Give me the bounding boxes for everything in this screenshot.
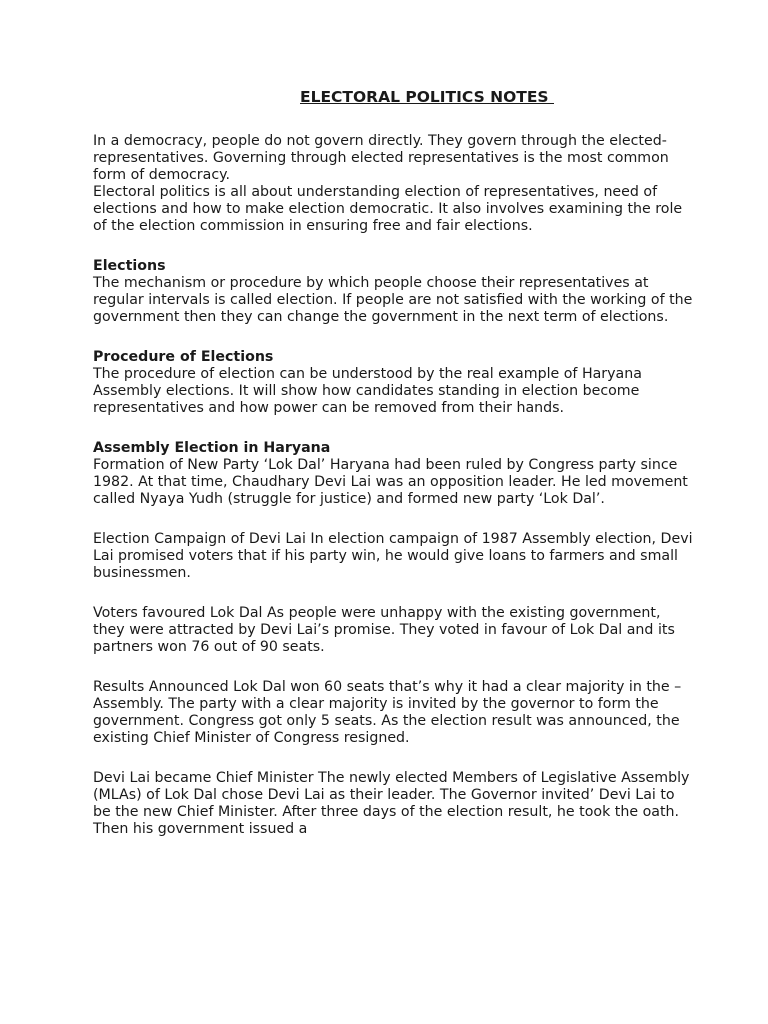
intro-paragraph-2: Electoral politics is all about understanding election of representatives, need of elections and how to make election democratic. It also involves examining the role of the election commission in ensuring free and fair elections.: [93, 184, 683, 234]
campaign-paragraph: Election Campaign of Devi Lai In election campaign of 1987 Assembly election, Devi Lai promised voters that if his party win, he would give loans to farmers and small businessmen.: [93, 531, 693, 581]
intro-paragraph-1: In a democracy, people do not govern directly. They govern through the elected- representatives. Governing through elected representatives is the most common form of democracy.: [93, 133, 669, 183]
haryana-heading: Assembly Election in Haryana: [93, 440, 331, 456]
chief-minister-paragraph: Devi Lai became Chief Minister The newly elected Members of Legislative Assembly (MLAs) of Lok Dal chose Devi Lai as their leader. The Governor invited’ Devi Lai to be the new Chief Minister. After three days of the election result, he took the oath. Then his government issued a: [93, 770, 690, 837]
haryana-paragraph: Formation of New Party ‘Lok Dal’ Haryana had been ruled by Congress party since 1982. At that time, Chaudhary Devi Lai was an opposition leader. He led movement called Nyaya Yudh (struggle for justice) and formed new party ‘Lok Dal’.: [93, 457, 688, 507]
voters-paragraph: Voters favoured Lok Dal As people were unhappy with the existing government, they were attracted by Devi Lai’s promise. They voted in favour of Lok Dal and its partners won 76 out of 90 seats.: [93, 605, 675, 655]
elections-paragraph: The mechanism or procedure by which people choose their representatives at regular intervals is called election. If people are not satisfied with the working of the government then they can change the government in the next term of elections.: [93, 275, 693, 325]
results-paragraph: Results Announced Lok Dal won 60 seats that’s why it had a clear majority in the – Assembly. The party with a clear majority is invited by the governor to form the government. Congress got only 5 seats. As the election result was announced, the existing Chief Minister of Congress resigned.: [93, 679, 682, 746]
elections-heading: Elections: [93, 258, 166, 274]
procedure-paragraph: The procedure of election can be understood by the real example of Haryana Assembly elections. It will show how candidates standing in election become representatives and how power can be removed from their hands.: [93, 366, 642, 416]
procedure-heading: Procedure of Elections: [93, 349, 274, 365]
document-title: ELECTORAL POLITICS NOTES: [300, 88, 554, 106]
document-page: [93, 87, 693, 838]
